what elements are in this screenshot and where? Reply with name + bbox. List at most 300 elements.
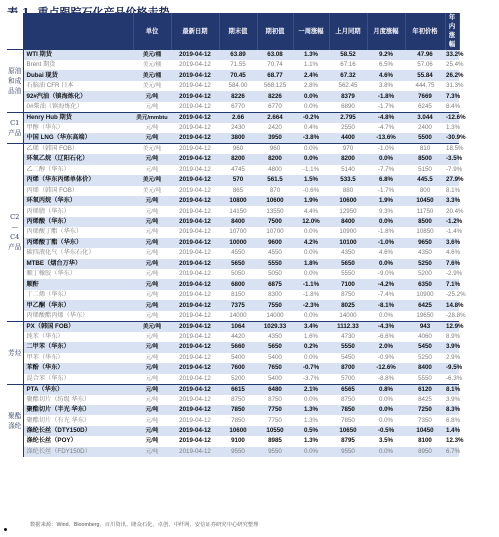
prev-value: 7750: [257, 405, 293, 415]
product-name: 混合苯（华东）: [23, 374, 133, 385]
ytd-change: 3.9%: [445, 342, 459, 352]
date: 2019-04-12: [171, 259, 219, 269]
month-change: -12.6%: [367, 363, 405, 373]
month-ago-value: 8795: [329, 436, 367, 446]
date: 2019-04-12: [171, 311, 219, 322]
table-row: [7, 269, 459, 279]
year-start-price: 5150: [405, 165, 445, 175]
product-name: 石脑油 CFR 日本: [23, 81, 133, 91]
month-change: -7.7%: [367, 165, 405, 175]
month-ago-value: 67.32: [329, 70, 367, 80]
unit: 元/吨: [133, 426, 171, 436]
latest-value: 8400: [219, 217, 257, 227]
year-start-price: 10450: [405, 196, 445, 206]
ytd-change: 4.6%: [445, 248, 459, 258]
date: 2019-04-12: [171, 395, 219, 405]
table-row: [7, 332, 459, 342]
date: 2019-04-12: [171, 248, 219, 258]
latest-value: 14000: [219, 311, 257, 322]
month-ago-value: 6565: [329, 384, 367, 395]
year-start-price: 5250: [405, 259, 445, 269]
product-name: 丙烯酸酯丙烯（华东）: [23, 311, 133, 322]
ytd-change: 7.6%: [445, 259, 459, 269]
prev-value: 8226: [257, 91, 293, 101]
table-row: [7, 50, 459, 61]
month-change: 4.6%: [367, 70, 405, 80]
month-ago-value: 10100: [329, 238, 367, 248]
week-change: 0.0%: [293, 154, 329, 164]
month-ago-value: 5550: [329, 269, 367, 279]
week-change: 0.0%: [293, 311, 329, 322]
month-change: -1.8%: [367, 227, 405, 237]
product-name: MTBE（烟台万华）: [23, 259, 133, 269]
product-name: 聚酯切片（半光 华东）: [23, 405, 133, 415]
month-change: -0.5%: [367, 426, 405, 436]
product-name: 乙烯（韩国 FOB）: [23, 144, 133, 155]
date: 2019-04-12: [171, 290, 219, 300]
month-ago-value: 12950: [329, 206, 367, 216]
table-row: [7, 217, 459, 227]
ytd-change: 8.4%: [445, 102, 459, 113]
week-change: -1.1%: [293, 165, 329, 175]
ytd-change: 8.3%: [445, 405, 459, 415]
month-ago-value: 5550: [329, 342, 367, 352]
product-name: 丙烯（华东丙烯单体价）: [23, 175, 133, 185]
date: 2019-04-12: [171, 227, 219, 237]
month-change: -6.6%: [367, 332, 405, 342]
prev-value: 6480: [257, 384, 293, 395]
month-ago-value: 7850: [329, 405, 367, 415]
ytd-change: 8.1%: [445, 186, 459, 196]
latest-value: 6770: [219, 102, 257, 113]
week-change: 0.0%: [293, 447, 329, 457]
week-change: -3.7%: [293, 374, 329, 385]
table-row: [7, 186, 459, 196]
bullet-mark: [4, 528, 7, 531]
year-start-price: 5450: [405, 342, 445, 352]
ytd-change: 3.6%: [445, 238, 459, 248]
week-change: 2.4%: [293, 70, 329, 80]
table-row: [7, 81, 459, 91]
product-name: 丙烯酸丁酯（华东）: [23, 238, 133, 248]
year-start-price: 47.96: [405, 50, 445, 61]
month-change: 3.5%: [367, 436, 405, 446]
latest-value: 2430: [219, 123, 257, 133]
week-change: 1.3%: [293, 436, 329, 446]
month-change: -9.0%: [367, 269, 405, 279]
table-row: [7, 70, 459, 80]
ytd-change: 33.2%: [446, 51, 464, 58]
header-prev: 期初值: [257, 13, 293, 50]
month-change: -1.8%: [367, 91, 405, 101]
date: 2019-04-12: [171, 384, 219, 395]
month-ago-value: 7850: [329, 415, 367, 425]
prev-value: 68.77: [257, 70, 293, 80]
unit: 元/吨: [133, 395, 171, 405]
ytd-change: -1.2%: [445, 217, 459, 227]
unit: 元/吨: [133, 279, 171, 289]
year-start-price: 10900: [405, 290, 445, 300]
prev-value: 13550: [257, 206, 293, 216]
ytd-change: 7.3%: [445, 91, 459, 101]
ytd-change: 12.9%: [446, 322, 464, 330]
ytd-change: -1.4%: [445, 227, 459, 237]
month-ago-value: 880: [329, 186, 367, 196]
latest-value: 9100: [219, 436, 257, 446]
table-row: [7, 227, 459, 237]
category-label: C1产品: [7, 112, 23, 143]
date: 2019-04-12: [171, 436, 219, 446]
year-start-price: 10450: [405, 426, 445, 436]
month-change: -8.1%: [367, 300, 405, 310]
product-name: WTI 期货: [23, 50, 133, 61]
week-change: 0.0%: [293, 353, 329, 363]
month-ago-value: 970: [329, 144, 367, 155]
year-start-price: 3.044: [405, 112, 445, 123]
year-start-price: 444.75: [405, 81, 445, 91]
header-month-change: 月度涨幅: [367, 13, 405, 50]
prev-value: 568.125: [257, 81, 293, 91]
month-change: 0.0%: [367, 311, 405, 322]
week-change: 0.2%: [293, 342, 329, 352]
latest-value: 5650: [219, 259, 257, 269]
table-row: [7, 102, 459, 113]
date: 2019-04-12: [171, 123, 219, 133]
prev-value: 7500: [257, 217, 293, 227]
latest-value: 9550: [219, 447, 257, 457]
product-name: PX（韩国 FOB）: [23, 321, 133, 332]
latest-value: 10000: [219, 238, 257, 248]
prev-value: 6770: [257, 102, 293, 113]
latest-value: 4745: [219, 165, 257, 175]
date: 2019-04-12: [171, 186, 219, 196]
week-change: 0.5%: [293, 426, 329, 436]
latest-value: 5660: [219, 342, 257, 352]
month-change: 6.8%: [367, 175, 405, 185]
year-start-price: 10850: [405, 227, 445, 237]
year-start-price: 445.5: [405, 175, 445, 185]
ytd-change: 18.5%: [446, 145, 464, 153]
product-name: 聚酯切片（有光 华东）: [23, 415, 133, 425]
unit: 元/吨: [133, 227, 171, 237]
date: 2019-04-12: [171, 91, 219, 101]
product-name: 纯苯（华东）: [23, 332, 133, 342]
month-ago-value: 67.16: [329, 60, 367, 70]
prev-value: 7650: [257, 363, 293, 373]
prev-value: 5400: [257, 353, 293, 363]
month-change: -4.7%: [367, 123, 405, 133]
year-start-price: 6120: [405, 384, 445, 395]
table-row: [7, 426, 459, 436]
year-start-price: 5500: [405, 133, 445, 144]
month-ago-value: 4730: [329, 332, 367, 342]
ytd-change: 14.8%: [445, 300, 459, 310]
year-start-price: 8400: [405, 363, 445, 373]
year-start-price: 4060: [405, 332, 445, 342]
week-change: -2.3%: [293, 300, 329, 310]
month-ago-value: 6890: [329, 102, 367, 113]
header-product: [23, 13, 133, 50]
week-change: 1.3%: [293, 405, 329, 415]
month-ago-value: 562.45: [329, 81, 367, 91]
week-change: 1.5%: [293, 175, 329, 185]
date: 2019-04-12: [171, 363, 219, 373]
table-row: [7, 238, 459, 248]
year-start-price: 4350: [405, 248, 445, 258]
product-name: 甲醇（华东）: [23, 123, 133, 133]
ytd-change: 27.9%: [445, 175, 459, 185]
header-week-change: 一周涨幅: [293, 13, 329, 50]
header-year-start: 年初价格: [405, 13, 445, 50]
ytd-change: 20.4%: [445, 206, 459, 216]
unit: 美元/吨: [133, 144, 171, 155]
month-ago-value: 5450: [329, 353, 367, 363]
week-change: -0.7%: [293, 363, 329, 373]
table-row: [7, 91, 459, 101]
week-change: 0.0%: [293, 144, 329, 155]
ytd-change: -3.5%: [445, 154, 459, 164]
month-change: 6.5%: [367, 60, 405, 70]
prev-value: 960: [257, 144, 293, 155]
ytd-change: 1.4%: [445, 426, 459, 436]
month-ago-value: 7100: [329, 279, 367, 289]
date: 2019-04-12: [171, 165, 219, 175]
unit: 美元/吨: [133, 175, 171, 185]
unit: 元/吨: [133, 165, 171, 175]
product-name: 丙烯酸（华东）: [23, 217, 133, 227]
date: 2019-04-12: [171, 175, 219, 185]
year-start-price: 19650: [405, 311, 445, 322]
month-ago-value: 5700: [329, 374, 367, 385]
week-change: 1.3%: [293, 50, 329, 61]
month-change: -1.0%: [367, 238, 405, 248]
week-change: 4.2%: [293, 238, 329, 248]
ytd-change: 6.7%: [445, 447, 459, 457]
latest-value: 7600: [219, 363, 257, 373]
month-ago-value: 8379: [329, 91, 367, 101]
latest-value: 865: [219, 186, 257, 196]
product-name: 聚酯切片（纺级 华东）: [23, 395, 133, 405]
ytd-change: 1.3%: [445, 123, 459, 133]
unit: 元/吨: [133, 248, 171, 258]
month-change: -1.0%: [367, 144, 405, 155]
prev-value: 5550: [257, 259, 293, 269]
date: 2019-04-12: [171, 447, 219, 457]
ytd-change: 31.3%: [445, 81, 459, 91]
year-start-price: 8950: [405, 447, 445, 457]
latest-value: 584.00: [219, 81, 257, 91]
week-change: 0.0%: [293, 227, 329, 237]
price-table: [7, 13, 466, 457]
date: 2019-04-12: [171, 102, 219, 113]
year-start-price: 5200: [405, 269, 445, 279]
product-name: 丙烯（韩国 FOB）: [23, 186, 133, 196]
year-start-price: 8500: [405, 154, 445, 164]
unit: 美元/桶: [133, 50, 171, 61]
latest-value: 8226: [219, 91, 257, 101]
month-change: 3.8%: [367, 81, 405, 91]
unit: 元/吨: [133, 217, 171, 227]
date: 2019-04-12: [171, 144, 219, 155]
latest-value: 570: [219, 175, 257, 185]
ytd-change: 2.9%: [445, 353, 459, 363]
prev-value: 561.5: [257, 175, 293, 185]
prev-value: 10550: [257, 426, 293, 436]
year-start-price: 7669: [405, 91, 445, 101]
ytd-change: -28.8%: [445, 311, 459, 322]
date: 2019-04-12: [171, 50, 219, 61]
latest-value: 7375: [219, 300, 257, 310]
product-name: 甲苯（华东）: [23, 353, 133, 363]
prev-value: 9600: [257, 238, 293, 248]
month-change: 0.0%: [367, 217, 405, 227]
month-change: 9.2%: [367, 50, 405, 61]
year-start-price: 2400: [405, 123, 445, 133]
unit: 美元/桶: [133, 60, 171, 70]
table-row: [7, 321, 459, 332]
table-body: [7, 50, 466, 458]
header-category-spacer: [7, 13, 23, 50]
week-change: 0.0%: [293, 248, 329, 258]
unit: 元/吨: [133, 405, 171, 415]
date: 2019-04-12: [171, 279, 219, 289]
product-name: 中国 LNG（华东高端）: [23, 133, 133, 144]
header-latest: 期末值: [219, 13, 257, 50]
week-change: 0.0%: [293, 395, 329, 405]
unit: 元/吨: [133, 415, 171, 425]
unit: 元/吨: [133, 196, 171, 206]
latest-value: 7850: [219, 415, 257, 425]
month-change: 2.0%: [367, 342, 405, 352]
unit: 元/吨: [133, 102, 171, 113]
unit: 元/吨: [133, 332, 171, 342]
week-change: -1.1%: [293, 279, 329, 289]
unit: 元/吨: [133, 123, 171, 133]
prev-value: 2.664: [257, 112, 293, 123]
table-row: [7, 384, 459, 395]
prev-value: 5650: [257, 342, 293, 352]
table-row: [7, 290, 459, 300]
product-name: Brent 期货: [23, 60, 133, 70]
month-change: 0.0%: [367, 395, 405, 405]
table-row: [7, 144, 459, 155]
unit: 元/吨: [133, 374, 171, 385]
latest-value: 8750: [219, 395, 257, 405]
week-change: -3.8%: [293, 133, 329, 144]
table-row: [7, 60, 459, 70]
table-row: [7, 206, 459, 216]
source-footnote: 数据来源：Wind、Bloomberg、百川资讯、隆众石化、卓创、中纤网、安信证券研究中心研究整理: [30, 522, 259, 528]
month-ago-value: 4350: [329, 248, 367, 258]
unit: 元/吨: [133, 133, 171, 144]
year-start-price: 5250: [405, 353, 445, 363]
product-name: 丙烯腈（华东）: [23, 206, 133, 216]
category-label: 芳烃: [7, 321, 23, 384]
ytd-change: -6.3%: [445, 374, 459, 385]
month-change: 0.0%: [367, 154, 405, 164]
unit: 元/吨: [133, 342, 171, 352]
table-row: [7, 447, 459, 457]
month-ago-value: 8400: [329, 217, 367, 227]
prev-value: 5050: [257, 269, 293, 279]
table-row: [7, 395, 459, 405]
table-row: [7, 196, 459, 206]
table-row: [7, 133, 459, 144]
date: 2019-04-12: [171, 81, 219, 91]
ytd-change: -9.5%: [445, 363, 459, 373]
month-ago-value: 533.5: [329, 175, 367, 185]
prev-value: 4550: [257, 248, 293, 258]
latest-value: 6615: [219, 384, 257, 395]
prev-value: 4350: [257, 332, 293, 342]
table-row: [7, 415, 459, 425]
price-table-container: [7, 13, 466, 457]
product-name: 涤纶长丝（DTY150D）: [23, 426, 133, 436]
month-change: 4.6%: [367, 248, 405, 258]
unit: 元/吨: [133, 154, 171, 164]
year-start-price: 6245: [405, 102, 445, 113]
week-change: 1.8%: [293, 259, 329, 269]
latest-value: 5400: [219, 353, 257, 363]
prev-value: 14000: [257, 311, 293, 322]
product-name: 0#柴油（镇海炼化）: [23, 102, 133, 113]
month-change: 0.8%: [367, 384, 405, 395]
month-ago-value: 5140: [329, 165, 367, 175]
week-change: -0.2%: [293, 112, 329, 123]
year-start-price: 810: [405, 144, 445, 155]
prev-value: 8750: [257, 395, 293, 405]
prev-value: 63.08: [257, 50, 293, 61]
table-row: [7, 311, 459, 322]
product-name: 环氧乙烷（辽阳石化）: [23, 154, 133, 164]
latest-value: 63.89: [219, 50, 257, 61]
prev-value: 8300: [257, 290, 293, 300]
prev-value: 4800: [257, 165, 293, 175]
month-ago-value: 2550: [329, 123, 367, 133]
header-month-ago: 上月同期: [329, 13, 367, 50]
category-label: 聚酯涤纶: [7, 384, 23, 457]
month-ago-value: 10650: [329, 426, 367, 436]
unit: 美元/吨: [133, 186, 171, 196]
date: 2019-04-12: [171, 415, 219, 425]
ytd-change: -30.9%: [445, 133, 459, 144]
date: 2019-04-12: [171, 60, 219, 70]
prev-value: 2420: [257, 123, 293, 133]
month-ago-value: 8025: [329, 300, 367, 310]
date: 2019-04-12: [171, 353, 219, 363]
table-row: [7, 259, 459, 269]
latest-value: 7850: [219, 405, 257, 415]
table-row: [7, 363, 459, 373]
month-change: 0.0%: [367, 259, 405, 269]
month-ago-value: 8200: [329, 154, 367, 164]
month-ago-value: 1112.33: [329, 321, 367, 332]
product-name: 丙烯酸丁酯（华东）: [23, 227, 133, 237]
product-name: 涤纶长丝（POY）: [23, 436, 133, 446]
month-ago-value: 8750: [329, 290, 367, 300]
week-change: -0.6%: [293, 186, 329, 196]
month-ago-value: 9550: [329, 447, 367, 457]
month-ago-value: 4400: [329, 133, 367, 144]
week-change: 2.1%: [293, 384, 329, 395]
year-start-price: 8425: [405, 395, 445, 405]
month-change: -4.3%: [367, 321, 405, 332]
unit: 元/吨: [133, 269, 171, 279]
date: 2019-04-12: [171, 405, 219, 415]
week-change: 2.8%: [293, 81, 329, 91]
table-row: [7, 175, 459, 185]
month-change: 1.9%: [367, 196, 405, 206]
